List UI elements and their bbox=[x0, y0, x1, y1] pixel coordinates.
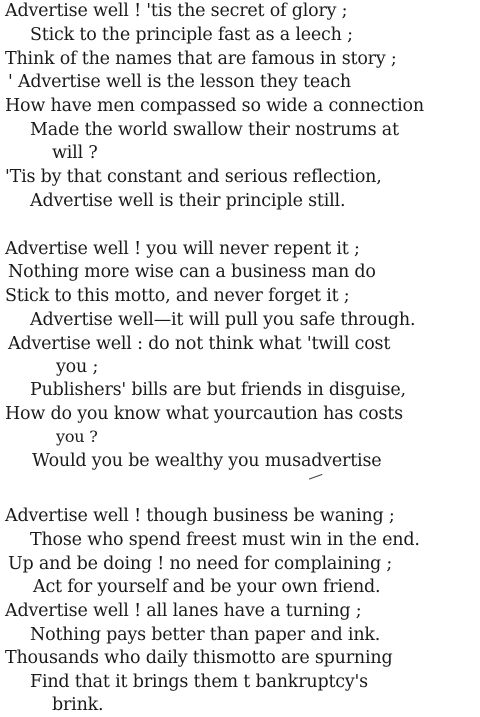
poem-line: Find that it brings them t bankruptcy's bbox=[30, 672, 368, 692]
poem-line: Advertise well : do not think what 'twill cost bbox=[8, 334, 391, 354]
poem-line: will ? bbox=[52, 143, 98, 163]
poem-line: Advertise well—it will pull you safe through. bbox=[30, 310, 416, 330]
poem-line: brink. bbox=[52, 695, 104, 715]
poem-line: Advertise well ! you will never repent it ; bbox=[5, 239, 360, 259]
poem-line: Act for yourself and be your own friend. bbox=[33, 577, 381, 597]
ink-blot bbox=[309, 474, 325, 487]
poem-line: Stick to this motto, and never forget it ; bbox=[5, 286, 350, 306]
poem-line: Stick to the principle fast as a leech ; bbox=[30, 25, 353, 45]
poem-line: How have men compassed so wide a connection bbox=[5, 96, 424, 116]
poem-line: Nothing more wise can a business man do bbox=[8, 262, 376, 282]
poem-line: Advertise well ! 'tis the secret of glory ; bbox=[5, 1, 348, 21]
poem-line: Up and be doing ! no need for complaining ; bbox=[8, 554, 393, 574]
poem-line: Advertise well ! all lanes have a turning ; bbox=[5, 601, 362, 621]
poem-line: Advertise well ! though business be waning ; bbox=[5, 506, 395, 526]
poem-line: Publishers' bills are but friends in disguise, bbox=[30, 380, 406, 400]
poem-line: you ? bbox=[56, 427, 98, 446]
poem-line: Made the world swallow their nostrums at bbox=[30, 120, 399, 140]
poem-line: 'Tis by that constant and serious reflection, bbox=[5, 167, 382, 187]
poem-line: Those who spend freest must win in the end. bbox=[30, 530, 420, 550]
poem-line: Think of the names that are famous in story ; bbox=[5, 49, 397, 69]
poem-line: ' Advertise well is the lesson they teach bbox=[8, 72, 351, 92]
poem-line: you ; bbox=[56, 357, 99, 377]
poem-line: Would you be wealthy you musadvertise bbox=[32, 451, 382, 471]
poem-line: Advertise well is their principle still. bbox=[30, 191, 346, 211]
poem-line: Nothing pays better than paper and ink. bbox=[30, 625, 381, 645]
poem-line: Thousands who daily thismotto are spurning bbox=[5, 648, 393, 668]
poem-line: How do you know what yourcaution has costs bbox=[5, 404, 403, 424]
